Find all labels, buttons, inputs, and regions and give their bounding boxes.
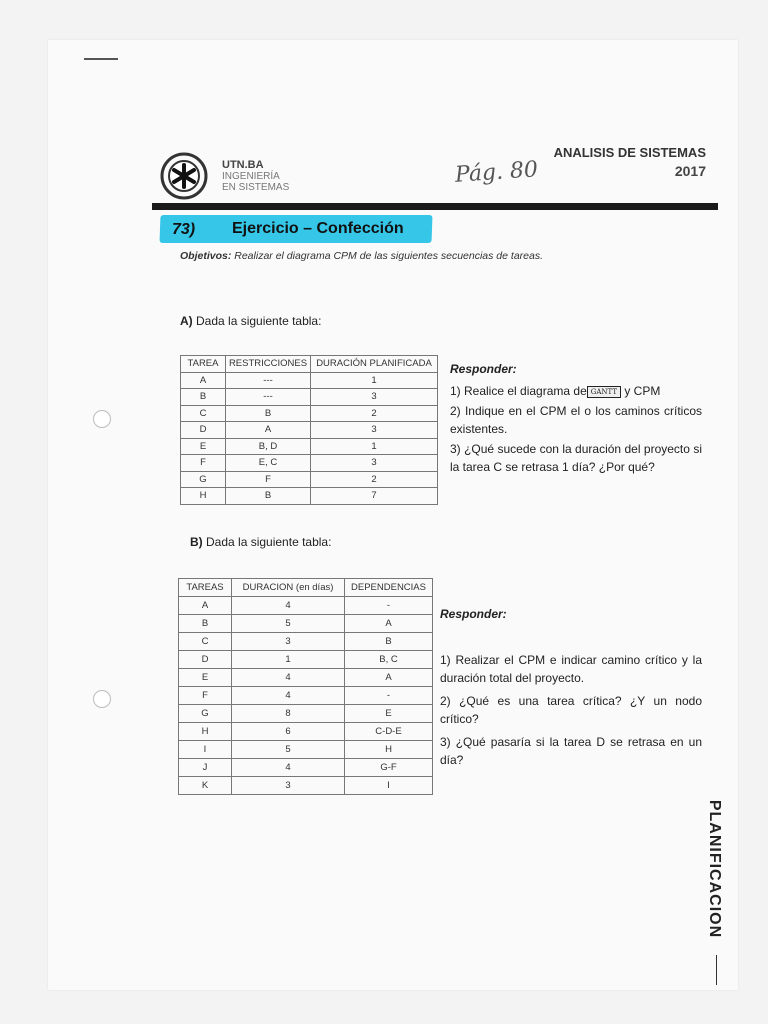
table-cell: B: [345, 633, 433, 651]
table-cell: C: [181, 405, 226, 422]
table-row: [181, 471, 438, 488]
table-row: [181, 389, 438, 406]
table-cell: F: [179, 687, 232, 705]
question-1-pre: 1) Realice el diagrama de: [450, 384, 587, 398]
table-cell: B: [181, 389, 226, 406]
question-1: [450, 382, 702, 400]
table-row: [179, 633, 433, 651]
utn-logo-icon: [160, 152, 218, 200]
gantt-stamp: GANTT: [587, 386, 621, 398]
table-cell: G-F: [345, 759, 433, 777]
table-cell: 4: [232, 759, 345, 777]
table-cell: F: [226, 471, 311, 488]
paper-sheet: [48, 40, 738, 990]
header-divider: [152, 203, 718, 210]
table-cell: 4: [232, 687, 345, 705]
punch-hole: [93, 690, 111, 708]
table-cell: E, C: [226, 455, 311, 472]
table-row: [181, 422, 438, 439]
table-header: TAREAS: [179, 579, 232, 597]
table-cell: J: [179, 759, 232, 777]
table-row: [179, 759, 433, 777]
part-b-questions: [440, 605, 702, 769]
table-row: [181, 438, 438, 455]
table-header: DURACION (en días): [232, 579, 345, 597]
table-cell: H: [181, 488, 226, 505]
table-row: [179, 597, 433, 615]
question-3: 3) ¿Qué sucede con la duración del proyecto si la tarea C se retrasa 1 día? ¿Por qué?: [450, 442, 702, 474]
table-cell: A: [345, 615, 433, 633]
handwritten-page-note: Pág. 80: [454, 157, 539, 188]
objectives-label: Objetivos:: [180, 250, 232, 262]
table-cell: 4: [232, 669, 345, 687]
question-3: 3) ¿Qué pasaría si la tarea D se retrasa en un día?: [440, 735, 702, 767]
table-cell: C-D-E: [345, 723, 433, 741]
table-cell: 7: [311, 488, 438, 505]
punch-hole: [93, 410, 111, 428]
table-cell: 3: [311, 389, 438, 406]
table-cell: H: [179, 723, 232, 741]
margin-line: [716, 955, 717, 985]
side-label: [705, 790, 735, 950]
table-cell: A: [181, 372, 226, 389]
table-cell: E: [345, 705, 433, 723]
table-row: [179, 777, 433, 795]
side-label-text: PLANIFICACION: [706, 799, 724, 939]
part-a-questions: [450, 360, 702, 476]
part-a-text: Dada la siguiente tabla:: [192, 314, 322, 328]
objectives: [180, 250, 543, 262]
table-row: [179, 741, 433, 759]
table-cell: I: [179, 741, 232, 759]
exercise-title: Ejercicio – Confección: [232, 220, 404, 237]
logo-text: [222, 160, 289, 193]
question-1: 1) Realizar el CPM e indicar camino crítico y la duración total del proyecto.: [440, 653, 702, 685]
table-cell: A: [226, 422, 311, 439]
table-cell: 1: [311, 438, 438, 455]
table-row: [179, 651, 433, 669]
table-header: RESTRICCIONES: [226, 356, 311, 373]
table-cell: E: [179, 669, 232, 687]
question-2: 2) ¿Qué es una tarea crítica? ¿Y un nodo crítico?: [440, 694, 702, 726]
table-cell: -: [345, 687, 433, 705]
table-cell: I: [345, 777, 433, 795]
respond-title: Responder:: [450, 362, 517, 376]
table-cell: A: [179, 597, 232, 615]
table-cell: E: [181, 438, 226, 455]
table-cell: 5: [232, 741, 345, 759]
part-a-heading: [180, 314, 321, 328]
table-cell: 5: [232, 615, 345, 633]
table-cell: B: [226, 488, 311, 505]
table-part-a: [180, 355, 438, 505]
question-2: 2) Indique en el CPM el o los caminos críticos existentes.: [450, 404, 702, 436]
question-1-post: y CPM: [621, 384, 661, 398]
logo-line-1: UTN.BA: [222, 159, 264, 171]
table-row: [179, 687, 433, 705]
table-cell: 3: [232, 633, 345, 651]
table-part-b: [178, 578, 433, 795]
table-row: [181, 488, 438, 505]
table-row: [181, 455, 438, 472]
part-b-label: B): [190, 535, 203, 549]
table-header: DEPENDENCIAS: [345, 579, 433, 597]
table-cell: H: [345, 741, 433, 759]
respond-title: Responder:: [440, 607, 507, 621]
table-cell: A: [345, 669, 433, 687]
table-header: DURACIÓN PLANIFICADA: [311, 356, 438, 373]
table-cell: -: [345, 597, 433, 615]
table-cell: B, D: [226, 438, 311, 455]
table-row: [179, 705, 433, 723]
table-cell: ---: [226, 372, 311, 389]
table-cell: 3: [232, 777, 345, 795]
table-cell: 8: [232, 705, 345, 723]
table-row: [179, 669, 433, 687]
part-a-label: A): [180, 314, 193, 328]
table-cell: C: [179, 633, 232, 651]
table-cell: K: [179, 777, 232, 795]
table-cell: B: [226, 405, 311, 422]
table-cell: 6: [232, 723, 345, 741]
course-title: ANALISIS DE SISTEMAS: [553, 145, 706, 160]
table-cell: D: [179, 651, 232, 669]
logo-line-3: EN SISTEMAS: [222, 182, 290, 193]
table-cell: D: [181, 422, 226, 439]
table-row: [181, 372, 438, 389]
table-cell: 4: [232, 597, 345, 615]
objectives-text: Realizar el diagrama CPM de las siguientes secuencias de tareas.: [231, 250, 544, 262]
table-cell: ---: [226, 389, 311, 406]
logo-line-2: INGENIERÍA: [222, 171, 280, 182]
table-cell: G: [179, 705, 232, 723]
table-cell: G: [181, 471, 226, 488]
table-header: TAREA: [181, 356, 226, 373]
table-cell: 1: [311, 372, 438, 389]
table-cell: 2: [311, 405, 438, 422]
table-row: [179, 615, 433, 633]
table-cell: B: [179, 615, 232, 633]
table-cell: B, C: [345, 651, 433, 669]
table-cell: F: [181, 455, 226, 472]
table-row: [181, 405, 438, 422]
table-row: [179, 723, 433, 741]
part-b-text: Dada la siguiente tabla:: [202, 535, 332, 549]
part-b-heading: [190, 535, 331, 549]
exercise-number: 73): [172, 221, 196, 238]
table-cell: 1: [232, 651, 345, 669]
pen-mark: [84, 58, 118, 60]
table-cell: 3: [311, 422, 438, 439]
table-cell: 3: [311, 455, 438, 472]
course-year: 2017: [674, 163, 706, 179]
table-cell: 2: [311, 471, 438, 488]
